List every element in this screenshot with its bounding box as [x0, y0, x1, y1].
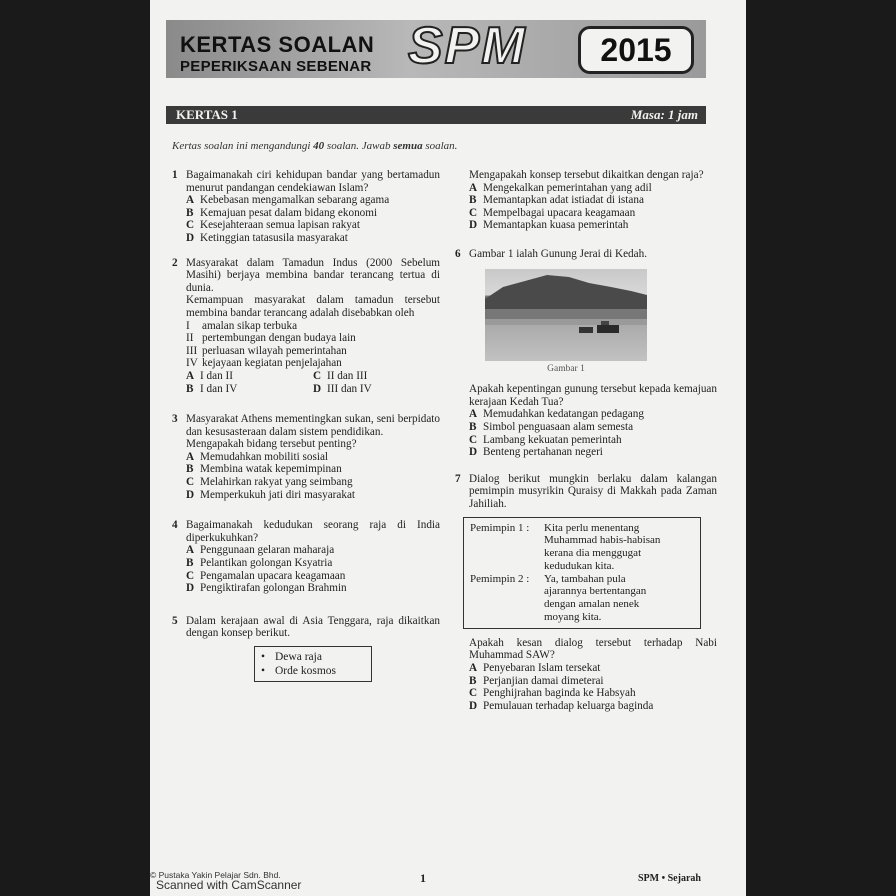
- option-letter: C: [469, 687, 478, 700]
- question-stem-2: Mengapakah konsep tersebut dikaitkan dengan raja?: [469, 169, 704, 181]
- dialog-text-line: Ya, tambahan pula: [544, 572, 626, 585]
- mountain-photo: [485, 269, 647, 361]
- option-text: Melahirkan rakyat yang seimbang: [200, 476, 353, 489]
- question-number: 3: [172, 413, 178, 426]
- dialog-text-line: ajarannya bertentangan: [544, 585, 647, 598]
- option-text: Benteng pertahanan negeri: [483, 446, 603, 459]
- option[interactable]: [455, 434, 717, 447]
- intro-count: 40: [313, 140, 325, 152]
- question-stem-2: Kemampuan masyarakat dalam tamadun tersebut membina bandar terancang adalah disebabkan oleh: [186, 294, 440, 319]
- option-text: Penghijrahan baginda ke Habsyah: [483, 687, 636, 700]
- option[interactable]: [455, 700, 717, 713]
- dialog-text-line: moyang kita.: [544, 611, 602, 624]
- option[interactable]: [172, 476, 440, 489]
- scanner-watermark: Scanned with CamScanner: [156, 878, 302, 892]
- option[interactable]: [313, 383, 440, 396]
- question-6: [455, 248, 717, 459]
- dialog-line: [470, 573, 694, 624]
- dialog-text-line: dengan amalan nenek: [544, 598, 640, 611]
- intro-text: soalan.: [422, 140, 458, 152]
- bullet-icon: •: [261, 665, 266, 677]
- option-letter: D: [186, 488, 195, 501]
- question-stem-2: Apakah kepentingan gunung tersebut kepada kemajuan kerajaan Kedah Tua?: [469, 383, 717, 408]
- option[interactable]: [455, 687, 717, 700]
- option-text: Ketinggian tatasusila masyarakat: [200, 231, 348, 244]
- option[interactable]: [172, 489, 440, 502]
- option-text: Mengekalkan pemerintahan yang adil: [483, 181, 652, 194]
- option[interactable]: [172, 582, 440, 595]
- option-letter: C: [313, 369, 322, 382]
- option[interactable]: [455, 675, 717, 688]
- option-text: Kebebasan mengamalkan sebarang agama: [200, 194, 390, 207]
- exam-logo: SPM: [408, 17, 527, 75]
- option-text: Lambang kekuatan pemerintah: [483, 433, 622, 446]
- question-2: [172, 257, 440, 396]
- concept-item: [261, 664, 365, 678]
- option-row: [172, 370, 440, 383]
- statement-numeral: II: [186, 332, 194, 345]
- statement-text: amalan sikap terbuka: [202, 319, 298, 332]
- statement-item: [172, 357, 440, 370]
- option-letter: D: [186, 231, 195, 244]
- option-text: Memudahkan kedatangan pedagang: [483, 408, 644, 421]
- option-text: Pelantikan golongan Ksyatria: [200, 557, 333, 570]
- question-stem: Dalam kerajaan awal di Asia Tenggara, raja dikaitkan dengan konsep berikut.: [186, 614, 440, 640]
- option-text: Mempelbagai upacara keagamaan: [483, 206, 636, 219]
- statement-numeral: IV: [186, 357, 198, 370]
- option-text: III dan IV: [327, 382, 372, 395]
- option[interactable]: [455, 408, 717, 421]
- paper-label: KERTAS 1: [176, 107, 238, 122]
- dialog-text-line: kerana dia menggugat: [544, 547, 642, 560]
- option[interactable]: [313, 370, 440, 383]
- header-title: KERTAS SOALAN: [180, 32, 375, 57]
- option-letter: D: [469, 446, 478, 459]
- question-number: 4: [172, 519, 178, 532]
- option[interactable]: [455, 421, 717, 434]
- option-letter: A: [186, 194, 195, 207]
- statement-text: perluasan wilayah pemerintahan: [202, 344, 347, 357]
- option[interactable]: [186, 383, 313, 396]
- question-stem-2: Mengapakah bidang tersebut penting?: [186, 438, 357, 451]
- option-row: [172, 383, 440, 396]
- statement-numeral: I: [186, 319, 190, 332]
- dialog-box: [463, 517, 701, 629]
- left-column: [172, 169, 440, 694]
- option[interactable]: [186, 370, 313, 383]
- exam-page: [150, 0, 746, 896]
- option-text: Memperkukuh jati diri masyarakat: [200, 488, 356, 501]
- option-letter: C: [469, 206, 478, 219]
- option[interactable]: [172, 570, 440, 583]
- question-number: 6: [455, 247, 461, 260]
- statement-text: pertembungan dengan budaya lain: [202, 332, 356, 345]
- option-text: Pengamalan upacara keagamaan: [200, 569, 346, 582]
- dialog-text-line: Kita perlu menentang: [544, 521, 640, 534]
- instructions: [172, 140, 457, 152]
- question-1: [172, 169, 440, 245]
- option-letter: C: [186, 476, 195, 489]
- right-column: [455, 169, 717, 724]
- option-text: Pemulauan terhadap keluarga baginda: [483, 699, 654, 712]
- option-letter: B: [186, 382, 194, 395]
- option[interactable]: [172, 207, 440, 220]
- option-letter: C: [186, 569, 195, 582]
- question-5-continued: [455, 169, 717, 232]
- option-letter: B: [469, 420, 477, 433]
- option-letter: A: [186, 450, 195, 463]
- option-letter: C: [469, 433, 478, 446]
- bullet-icon: •: [261, 651, 266, 663]
- question-5: [172, 615, 440, 682]
- option-text: I dan IV: [200, 382, 238, 395]
- time-label: Masa: 1 jam: [630, 107, 698, 122]
- statement-item: [172, 332, 440, 345]
- option-letter: B: [469, 674, 477, 687]
- dialog-text-line: Muhammad habis-habisan: [544, 534, 661, 547]
- dialog-text: [544, 573, 694, 624]
- option-text: Pengiktirafan golongan Brahmin: [200, 582, 347, 595]
- page-number: 1: [420, 871, 426, 885]
- option-text: Penyebaran Islam tersekat: [483, 662, 601, 675]
- option-letter: D: [186, 582, 195, 595]
- question-stem: Dialog berikut mungkin berlaku dalam kalangan pemimpin musyrikin Quraisy di Makkah pada Zaman Jahiliah.: [469, 472, 717, 510]
- option[interactable]: [455, 182, 717, 195]
- option-text: Perjanjian damai dimeterai: [483, 674, 604, 687]
- question-stem: Gambar 1 ialah Gunung Jerai di Kedah.: [469, 247, 648, 260]
- option-text: Membina watak kepemimpinan: [200, 463, 342, 476]
- concept-item: [261, 650, 365, 664]
- option-letter: D: [313, 382, 322, 395]
- publisher-credit: © Pustaka Yakin Pelajar Sdn. Bhd.: [150, 870, 281, 880]
- paper-bar: [166, 106, 706, 124]
- concept-text: Dewa raja: [275, 651, 322, 663]
- header-subtitle: PEPERIKSAAN SEBENAR: [180, 58, 372, 75]
- dialog-text: [544, 522, 694, 573]
- intro-bold: semua: [393, 140, 423, 152]
- option-text: Kesejahteraan semua lapisan rakyat: [200, 219, 360, 232]
- option[interactable]: [455, 194, 717, 207]
- question-number: 7: [455, 472, 461, 485]
- option-text: I dan II: [200, 369, 233, 382]
- option[interactable]: [172, 232, 440, 245]
- concept-text: Orde kosmos: [275, 665, 337, 677]
- option-letter: B: [469, 194, 477, 207]
- concept-box: [254, 646, 372, 682]
- option-letter: B: [186, 557, 194, 570]
- option-text: Penggunaan gelaran maharaja: [200, 544, 335, 557]
- option[interactable]: [172, 219, 440, 232]
- statement-text: kejayaan kegiatan penjelajahan: [202, 357, 342, 370]
- option-letter: B: [186, 206, 194, 219]
- question-3: [172, 413, 440, 501]
- question-7: [455, 473, 717, 713]
- option-letter: A: [469, 662, 478, 675]
- option-text: II dan III: [327, 369, 368, 382]
- photo-caption: Gambar 1: [547, 363, 585, 374]
- intro-text: soalan. Jawab: [324, 140, 394, 152]
- question-stem-2: Apakah kesan dialog tersebut terhadap Nabi Muhammad SAW?: [469, 636, 717, 662]
- option-letter: A: [469, 408, 478, 421]
- option-text: Memantapkan adat istiadat di istana: [483, 194, 644, 207]
- question-stem: Bagaimanakah ciri kehidupan bandar yang bertamadun menurut pandangan cendekiawan Islam?: [186, 169, 440, 194]
- question-stem: Bagaimanakah kedudukan seorang raja di India diperkukuhkan?: [186, 519, 440, 544]
- option-text: Memantapkan kuasa pemerintah: [483, 219, 629, 232]
- option[interactable]: [172, 557, 440, 570]
- question-stem: Masyarakat Athens mementingkan sukan, seni berpidato dan kesusasteraan dalam sistem pendidikan.: [186, 413, 440, 438]
- year-badge: 2015: [578, 26, 694, 74]
- option[interactable]: [172, 194, 440, 207]
- statement-numeral: III: [186, 344, 198, 357]
- question-4: [172, 519, 440, 595]
- statement-item: [172, 320, 440, 333]
- option-letter: A: [469, 181, 478, 194]
- option[interactable]: [455, 207, 717, 220]
- dialog-line: [470, 522, 694, 573]
- option[interactable]: [455, 219, 717, 232]
- option-letter: C: [186, 219, 195, 232]
- option-letter: D: [469, 699, 478, 712]
- option[interactable]: [455, 446, 717, 459]
- statement-item: [172, 345, 440, 358]
- question-number: 1: [172, 169, 178, 181]
- question-number: 5: [172, 614, 178, 627]
- option[interactable]: [172, 463, 440, 476]
- option-letter: A: [186, 544, 195, 557]
- dialog-speaker: Pemimpin 1 :: [470, 521, 530, 534]
- option[interactable]: [172, 451, 440, 464]
- option[interactable]: [455, 662, 717, 675]
- option-letter: A: [186, 369, 195, 382]
- option-text: Memudahkan mobiliti sosial: [200, 450, 329, 463]
- dialog-speaker: Pemimpin 2 :: [470, 572, 530, 585]
- option-letter: D: [469, 219, 478, 232]
- mountain-image-icon: [485, 269, 647, 361]
- option[interactable]: [172, 544, 440, 557]
- dialog-text-line: kedudukan kita.: [544, 559, 615, 572]
- intro-text: Kertas soalan ini mengandungi: [172, 140, 314, 152]
- question-stem: Masyarakat dalam Tamadun Indus (2000 Sebelum Masihi) berjaya membina bandar terancang tertua di dunia.: [186, 256, 440, 294]
- option-text: Kemajuan pesat dalam bidang ekonomi: [200, 206, 378, 219]
- question-number: 2: [172, 256, 178, 269]
- subject-label: SPM • Sejarah: [638, 873, 701, 884]
- option-text: Simbol penguasaan alam semesta: [483, 420, 634, 433]
- option-letter: B: [186, 463, 194, 476]
